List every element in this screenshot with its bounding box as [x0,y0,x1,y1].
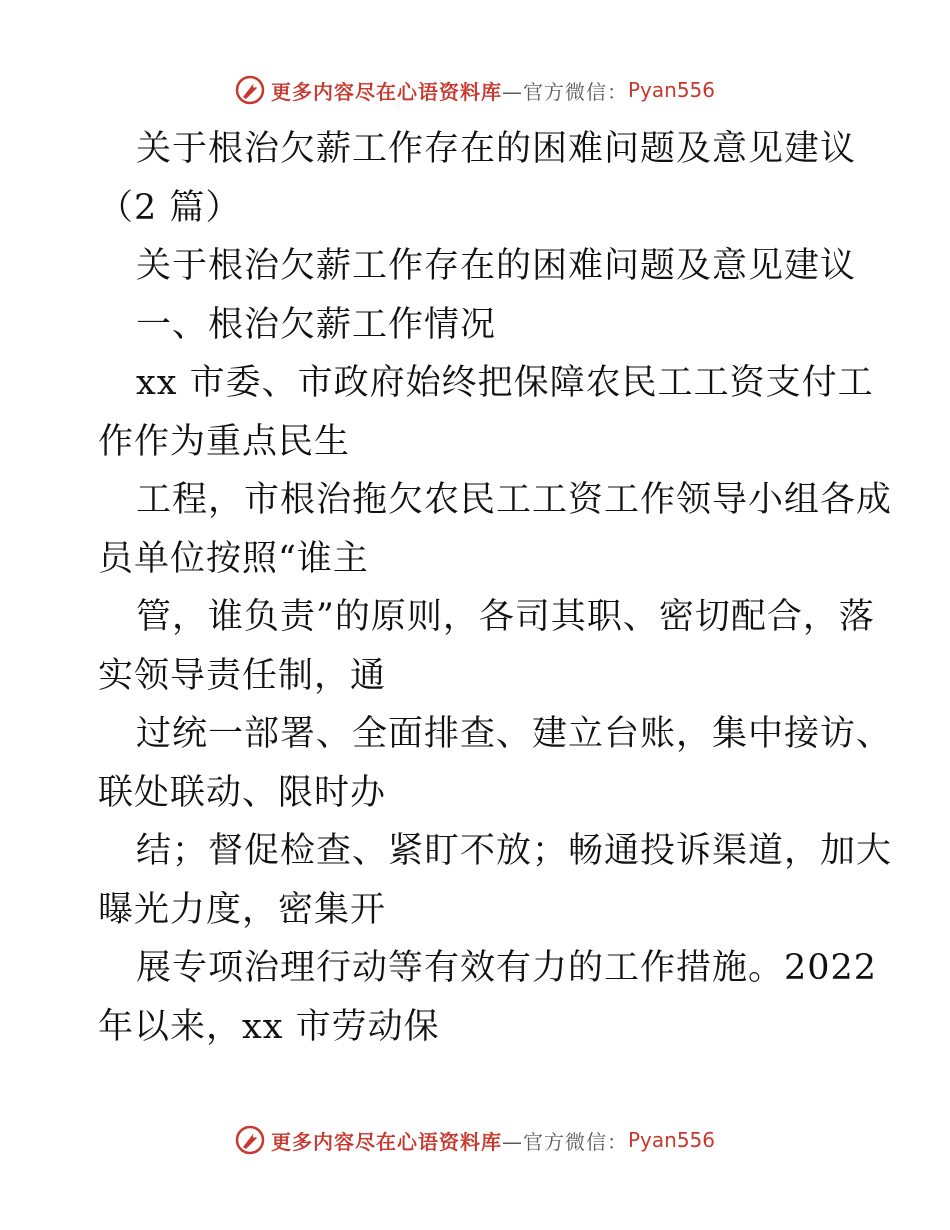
document-title: 关于根治欠薪工作存在的困难问题及意见建议 [136,129,857,169]
paragraph-line: 员单位按照“谁主 [98,538,369,579]
paragraph-line: 结；督促检查、紧盯不放；畅通投诉渠道，加大 [136,831,893,871]
paragraph-line: 实领导责任制，通 [98,655,387,696]
paragraph-line: 曝光力度，密集开 [98,889,387,930]
watermark-header [0,70,950,110]
watermark-official-label: —官方微信： [501,79,628,104]
document-body [98,120,893,1056]
paragraph-line: 过统一部署、全面排查、建立台账，集中接访、 [136,714,893,754]
paragraph-line: 工程，市根治拖欠农民工工资工作领导小组各成 [136,480,893,520]
watermark-wechat-id: Pyan556 [627,78,715,102]
paragraph-line: 作作为重点民生 [98,421,351,462]
paragraph-line: 年以来，xx 市劳动保 [98,1006,440,1047]
watermark-wechat-id: Pyan556 [627,1128,715,1152]
paragraph-line: 联处联动、限时办 [98,772,387,813]
watermark-footer [0,1120,950,1160]
paragraph-line: 展专项治理行动等有效有力的工作措施。2022 [136,948,878,988]
section-heading: 一、根治欠薪工作情况 [136,304,497,345]
pen-nib-logo-icon [235,1125,265,1155]
watermark-brand: 更多内容尽在心语资料库 [270,79,502,104]
section-title: 关于根治欠薪工作存在的困难问题及意见建议 [136,246,857,286]
watermark-brand: 更多内容尽在心语资料库 [270,1129,502,1154]
watermark-official-label: —官方微信： [501,1129,628,1154]
pen-nib-logo-icon [235,75,265,105]
paragraph-line: xx 市委、市政府始终把保障农民工工资支付工 [136,363,874,403]
document-title-count: （2 篇） [98,187,242,228]
paragraph-line: 管，谁负责”的原则，各司其职、密切配合，落 [136,597,875,637]
